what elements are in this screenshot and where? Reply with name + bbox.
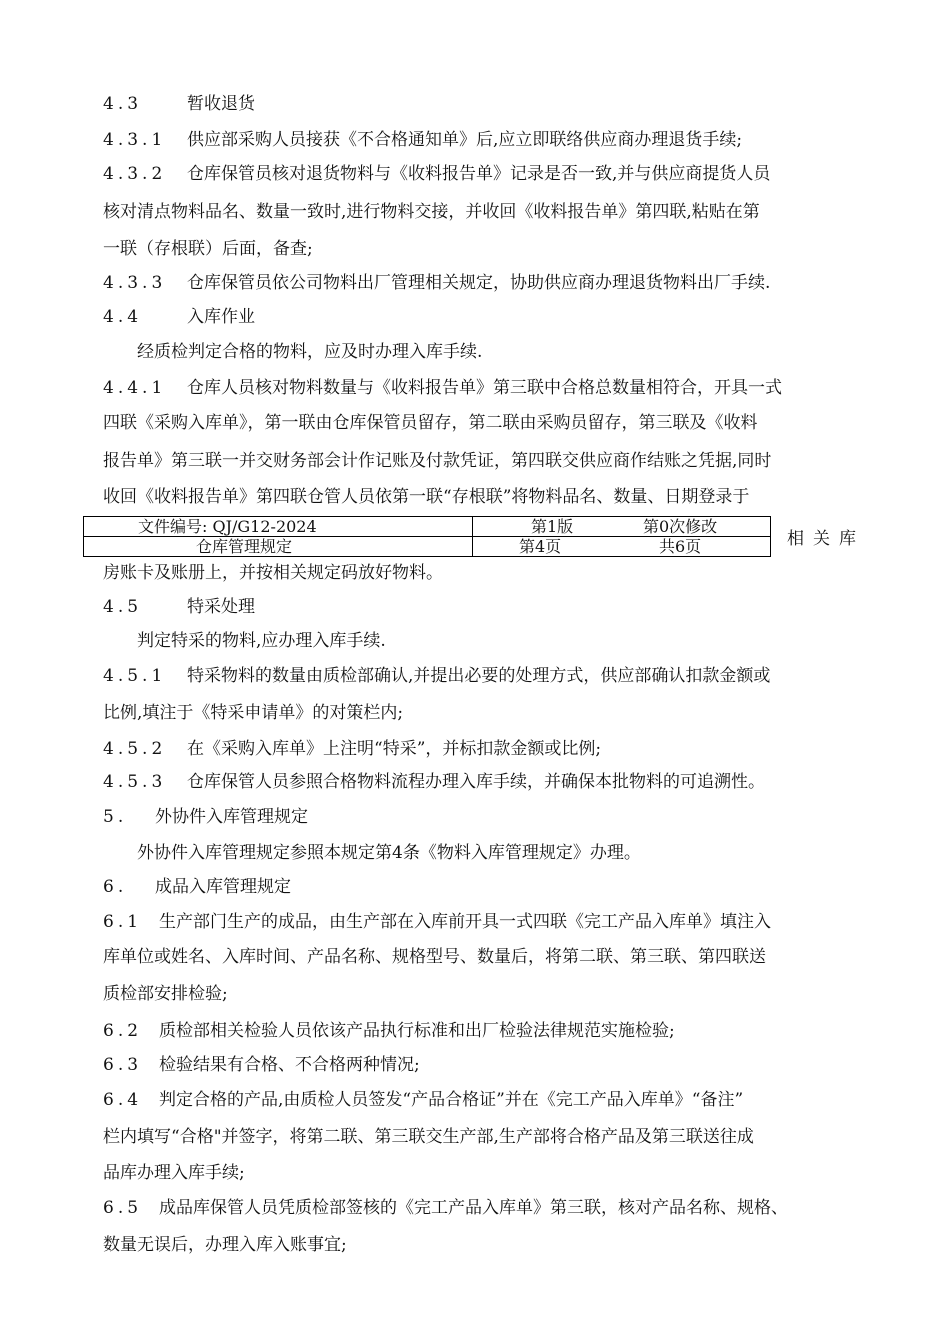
paragraph-text: 仓库保管员依公司物料出厂管理相关规定，协助供应商办理退货物料出厂手续. bbox=[187, 273, 771, 293]
section-number: 6.2 bbox=[103, 1021, 143, 1041]
paragraph-text: 房账卡及账册上，并按相关规定码放好物料。 bbox=[103, 563, 443, 583]
para-6-4 bbox=[103, 1090, 743, 1110]
page-number: 第4页 bbox=[473, 537, 639, 557]
para-4-3-3 bbox=[103, 273, 770, 293]
paragraph-text: 数量无误后，办理入库入账事宜; bbox=[103, 1235, 347, 1255]
paragraph-text: 库单位或姓名、入库时间、产品名称、规格型号、数量后，将第二联、第三联、第四联送 bbox=[103, 947, 766, 967]
para-4-5-1 bbox=[103, 666, 770, 686]
section-number: 6.5 bbox=[103, 1198, 143, 1218]
para-4-3-1 bbox=[103, 130, 742, 150]
paragraph-line bbox=[137, 843, 641, 863]
paragraph-text: 外协件入库管理规定参照本规定第4条《物料入库管理规定》办理。 bbox=[137, 843, 641, 863]
para-4-3-2 bbox=[103, 164, 770, 184]
paragraph-line bbox=[103, 947, 766, 967]
page-footer-table bbox=[83, 516, 771, 557]
paragraph-text: 判定合格的产品,由质检人员签发“产品合格证”并在《完工产品入库单》“备注” bbox=[159, 1090, 744, 1110]
section-number: 6.3 bbox=[103, 1055, 143, 1075]
revision: 第0次修改 bbox=[639, 517, 771, 537]
paragraph-line bbox=[103, 239, 313, 259]
paragraph-line bbox=[103, 1127, 754, 1147]
paragraph-line bbox=[103, 487, 749, 507]
paragraph-text: 特采物料的数量由质检部确认,并提出必要的处理方式，供应部确认扣款金额或 bbox=[187, 666, 771, 686]
section-title: 特采处理 bbox=[187, 597, 255, 617]
heading-4-4 bbox=[103, 307, 255, 327]
paragraph-text: 收回《收料报告单》第四联仓管人员依第一联“存根联”将物料品名、数量、日期登录于 bbox=[103, 487, 750, 507]
para-4-5-2 bbox=[103, 739, 601, 759]
section-number: 4.3.1 bbox=[103, 130, 167, 150]
paragraph-text: 检验结果有合格、不合格两种情况; bbox=[159, 1055, 420, 1075]
paragraph-text: 生产部门生产的成品，由生产部在入库前开具一式四联《完工产品入库单》填注入 bbox=[159, 912, 771, 932]
paragraph-text: 品库办理入库手续; bbox=[103, 1163, 245, 1183]
para-4-4-1 bbox=[103, 378, 782, 398]
paragraph-text: 经质检判定合格的物料，应及时办理入库手续. bbox=[137, 342, 483, 362]
heading-5 bbox=[103, 807, 308, 827]
paragraph-text: 供应部采购人员接获《不合格通知单》后,应立即联络供应商办理退货手续; bbox=[187, 130, 743, 150]
paragraph-text: 成品库保管人员凭质检部签核的《完工产品入库单》第三联，核对产品名称、规格、 bbox=[159, 1198, 788, 1218]
para-6-1 bbox=[103, 912, 771, 932]
paragraph-text: 仓库保管人员参照合格物料流程办理入库手续，并确保本批物料的可追溯性。 bbox=[187, 772, 765, 792]
section-number: 4.3.2 bbox=[103, 164, 167, 184]
paragraph-text: 在《采购入库单》上注明“特采”，并标扣款金额或比例; bbox=[187, 739, 602, 759]
edition: 第1版 bbox=[473, 517, 639, 537]
paragraph-line bbox=[103, 202, 760, 222]
section-number: 4.5.3 bbox=[103, 772, 167, 792]
paragraph-text: 一联（存根联）后面，备查; bbox=[103, 239, 313, 259]
section-number: 6. bbox=[103, 877, 128, 897]
paragraph-text: 判定特采的物料,应办理入库手续. bbox=[137, 631, 386, 651]
file-number: 文件编号: QJ/G12-2024 bbox=[84, 517, 473, 537]
document-title: 仓库管理规定 bbox=[84, 537, 473, 557]
para-6-2 bbox=[103, 1021, 675, 1041]
paragraph-text: 栏内填写“合格"并签字，将第二联、第三联交生产部,生产部将合格产品及第三联送往成 bbox=[103, 1127, 754, 1147]
section-title: 入库作业 bbox=[187, 307, 255, 327]
heading-4-5 bbox=[103, 597, 255, 617]
paragraph-line bbox=[137, 631, 386, 651]
paragraph-line bbox=[103, 703, 403, 723]
section-title: 成品入库管理规定 bbox=[155, 877, 291, 897]
section-number: 4.3 bbox=[103, 94, 143, 114]
section-number: 4.5 bbox=[103, 597, 143, 617]
continued-text: 相关库 bbox=[787, 529, 865, 549]
section-number: 4.5.2 bbox=[103, 739, 167, 759]
section-number: 4.4.1 bbox=[103, 378, 167, 398]
paragraph-text: 核对清点物料品名、数量一致时,进行物料交接，并收回《收料报告单》第四联,粘贴在第 bbox=[103, 202, 760, 222]
section-number: 4.3.3 bbox=[103, 273, 167, 293]
paragraph-text: 质检部安排检验; bbox=[103, 984, 228, 1004]
total-pages: 共6页 bbox=[639, 537, 771, 557]
paragraph-text: 质检部相关检验人员依该产品执行标准和出厂检验法律规范实施检验; bbox=[159, 1021, 675, 1041]
section-number: 4.4 bbox=[103, 307, 143, 327]
paragraph-line bbox=[103, 984, 228, 1004]
paragraph-line bbox=[103, 413, 758, 433]
section-number: 4.5.1 bbox=[103, 666, 167, 686]
paragraph-line bbox=[103, 1235, 347, 1255]
section-number: 6.4 bbox=[103, 1090, 143, 1110]
para-4-5-3 bbox=[103, 772, 765, 792]
para-6-5 bbox=[103, 1198, 788, 1218]
heading-4-3 bbox=[103, 94, 255, 114]
paragraph-line bbox=[103, 451, 771, 471]
heading-6 bbox=[103, 877, 291, 897]
section-number: 6.1 bbox=[103, 912, 143, 932]
paragraph-line bbox=[103, 1163, 245, 1183]
section-number: 5. bbox=[103, 807, 128, 827]
paragraph-text: 仓库保管员核对退货物料与《收料报告单》记录是否一致,并与供应商提货人员 bbox=[187, 164, 771, 184]
paragraph-text: 四联《采购入库单》，第一联由仓库保管员留存，第二联由采购员留存，第三联及《收料 bbox=[103, 413, 758, 433]
paragraph-text: 比例,填注于《特采申请单》的对策栏内; bbox=[103, 703, 404, 723]
paragraph-line bbox=[103, 563, 443, 583]
paragraph-text: 报告单》第三联一并交财务部会计作记账及付款凭证，第四联交供应商作结账之凭据,同时 bbox=[103, 451, 772, 471]
section-title: 外协件入库管理规定 bbox=[155, 807, 308, 827]
para-6-3 bbox=[103, 1055, 420, 1075]
paragraph-text: 仓库人员核对物料数量与《收料报告单》第三联中合格总数量相符合，开具一式 bbox=[187, 378, 782, 398]
section-title: 暂收退货 bbox=[187, 94, 255, 114]
paragraph-line bbox=[137, 342, 482, 362]
